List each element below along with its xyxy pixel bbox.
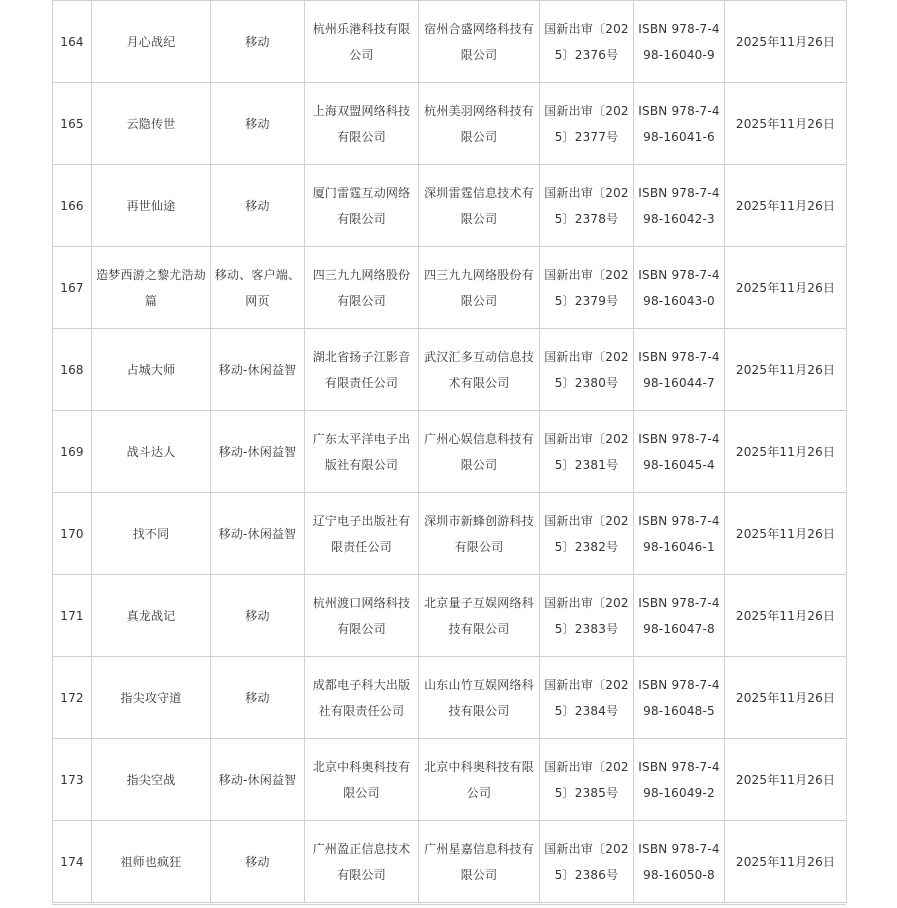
- isbn: ISBN 978-7-498-16049-2: [634, 739, 725, 821]
- publisher: 北京中科奥科技有限公司: [305, 739, 419, 821]
- row-number: 174: [53, 821, 92, 903]
- operator: 武汉汇多互动信息技术有限公司: [419, 329, 540, 411]
- approval-date: 2025年11月26日: [725, 657, 847, 739]
- table-row: [53, 247, 847, 329]
- approval-date: 2025年11月26日: [725, 1, 847, 83]
- table-row: [53, 575, 847, 657]
- game-category: 移动、客户端、网页: [211, 247, 305, 329]
- approval-date: 2025年11月26日: [725, 329, 847, 411]
- approval-date: 2025年11月26日: [725, 411, 847, 493]
- isbn: ISBN 978-7-498-16040-9: [634, 1, 725, 83]
- game-approval-table: [52, 0, 847, 903]
- publisher: 上海双盟网络科技有限公司: [305, 83, 419, 165]
- isbn: ISBN 978-7-498-16041-6: [634, 83, 725, 165]
- approval-number: 国新出审〔2025〕2382号: [540, 493, 634, 575]
- approval-number: 国新出审〔2025〕2376号: [540, 1, 634, 83]
- isbn: ISBN 978-7-498-16043-0: [634, 247, 725, 329]
- isbn: ISBN 978-7-498-16042-3: [634, 165, 725, 247]
- approval-date: 2025年11月26日: [725, 165, 847, 247]
- row-number: 169: [53, 411, 92, 493]
- publisher: 广东太平洋电子出版社有限公司: [305, 411, 419, 493]
- operator: 广州星嘉信息科技有限公司: [419, 821, 540, 903]
- row-number: 173: [53, 739, 92, 821]
- row-number: 171: [53, 575, 92, 657]
- approval-date: 2025年11月26日: [725, 83, 847, 165]
- publisher: 厦门雷霆互动网络有限公司: [305, 165, 419, 247]
- game-category: 移动: [211, 1, 305, 83]
- isbn: ISBN 978-7-498-16044-7: [634, 329, 725, 411]
- operator: 山东山竹互娱网络科技有限公司: [419, 657, 540, 739]
- game-category: 移动: [211, 575, 305, 657]
- table-bottom-divider: [52, 904, 846, 905]
- table-row: [53, 165, 847, 247]
- row-number: 165: [53, 83, 92, 165]
- approval-number: 国新出审〔2025〕2381号: [540, 411, 634, 493]
- game-name: 占城大师: [92, 329, 211, 411]
- game-category: 移动-休闲益智: [211, 739, 305, 821]
- row-number: 172: [53, 657, 92, 739]
- approval-date: 2025年11月26日: [725, 247, 847, 329]
- approval-table-container: [52, 0, 847, 903]
- operator: 深圳市新蜂创游科技有限公司: [419, 493, 540, 575]
- game-category: 移动-休闲益智: [211, 411, 305, 493]
- approval-date: 2025年11月26日: [725, 493, 847, 575]
- table-row: [53, 821, 847, 903]
- game-category: 移动: [211, 83, 305, 165]
- isbn: ISBN 978-7-498-16050-8: [634, 821, 725, 903]
- table-row: [53, 1, 847, 83]
- game-name: 月心战纪: [92, 1, 211, 83]
- table-row: [53, 739, 847, 821]
- publisher: 湖北省扬子江影音有限责任公司: [305, 329, 419, 411]
- approval-number: 国新出审〔2025〕2386号: [540, 821, 634, 903]
- game-category: 移动: [211, 821, 305, 903]
- row-number: 167: [53, 247, 92, 329]
- approval-date: 2025年11月26日: [725, 739, 847, 821]
- operator: 北京量子互娱网络科技有限公司: [419, 575, 540, 657]
- operator: 杭州美羽网络科技有限公司: [419, 83, 540, 165]
- approval-number: 国新出审〔2025〕2385号: [540, 739, 634, 821]
- publisher: 杭州乐港科技有限公司: [305, 1, 419, 83]
- row-number: 164: [53, 1, 92, 83]
- approval-number: 国新出审〔2025〕2377号: [540, 83, 634, 165]
- game-name: 造梦西游之黎尤浩劫篇: [92, 247, 211, 329]
- table-row: [53, 493, 847, 575]
- operator: 北京中科奥科技有限公司: [419, 739, 540, 821]
- game-category: 移动-休闲益智: [211, 493, 305, 575]
- game-name: 真龙战记: [92, 575, 211, 657]
- game-category: 移动: [211, 165, 305, 247]
- table-row: [53, 329, 847, 411]
- table-row: [53, 83, 847, 165]
- game-name: 祖师也疯狂: [92, 821, 211, 903]
- isbn: ISBN 978-7-498-16046-1: [634, 493, 725, 575]
- publisher: 四三九九网络股份有限公司: [305, 247, 419, 329]
- game-name: 找不同: [92, 493, 211, 575]
- isbn: ISBN 978-7-498-16045-4: [634, 411, 725, 493]
- approval-date: 2025年11月26日: [725, 821, 847, 903]
- publisher: 成都电子科大出版社有限责任公司: [305, 657, 419, 739]
- row-number: 168: [53, 329, 92, 411]
- operator: 深圳雷霆信息技术有限公司: [419, 165, 540, 247]
- publisher: 辽宁电子出版社有限责任公司: [305, 493, 419, 575]
- isbn: ISBN 978-7-498-16047-8: [634, 575, 725, 657]
- operator: 四三九九网络股份有限公司: [419, 247, 540, 329]
- isbn: ISBN 978-7-498-16048-5: [634, 657, 725, 739]
- approval-number: 国新出审〔2025〕2383号: [540, 575, 634, 657]
- table-row: [53, 411, 847, 493]
- publisher: 广州盈正信息技术有限公司: [305, 821, 419, 903]
- game-name: 云隐传世: [92, 83, 211, 165]
- game-category: 移动-休闲益智: [211, 329, 305, 411]
- approval-number: 国新出审〔2025〕2378号: [540, 165, 634, 247]
- row-number: 166: [53, 165, 92, 247]
- approval-number: 国新出审〔2025〕2384号: [540, 657, 634, 739]
- game-name: 战斗达人: [92, 411, 211, 493]
- game-name: 再世仙途: [92, 165, 211, 247]
- operator: 宿州合盛网络科技有限公司: [419, 1, 540, 83]
- approval-number: 国新出审〔2025〕2379号: [540, 247, 634, 329]
- operator: 广州心娱信息科技有限公司: [419, 411, 540, 493]
- game-category: 移动: [211, 657, 305, 739]
- table-row: [53, 657, 847, 739]
- game-name: 指尖空战: [92, 739, 211, 821]
- approval-number: 国新出审〔2025〕2380号: [540, 329, 634, 411]
- row-number: 170: [53, 493, 92, 575]
- approval-date: 2025年11月26日: [725, 575, 847, 657]
- publisher: 杭州渡口网络科技有限公司: [305, 575, 419, 657]
- game-name: 指尖攻守道: [92, 657, 211, 739]
